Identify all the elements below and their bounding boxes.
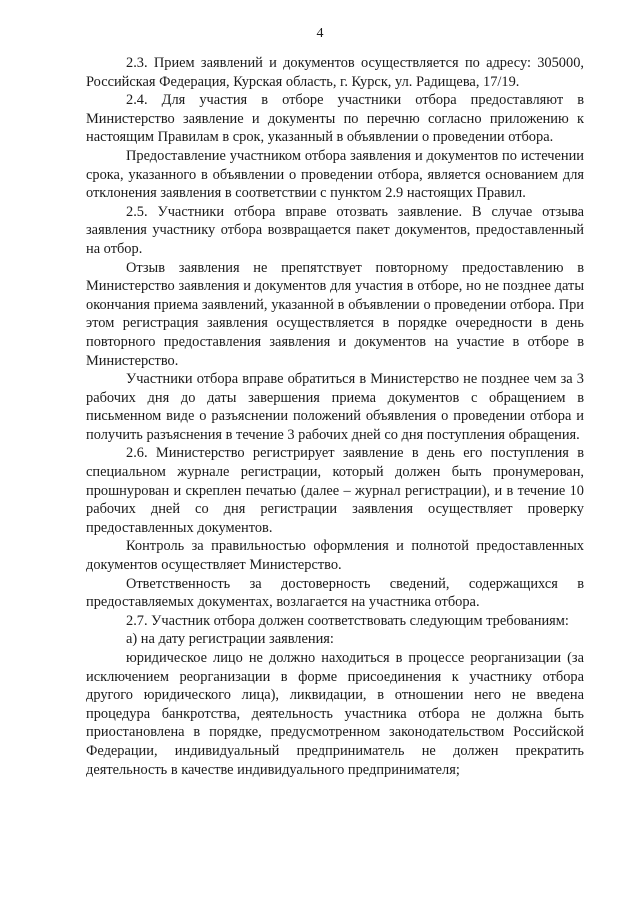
paragraph-late-submission: Предоставление участником отбора заявления и документов по истечении срока, указанного в объявлении о проведении отбора, является основанием для отклонения заявления в соответствии с пунктом 2.9 настоящих Правил. xyxy=(86,147,584,202)
paragraph-responsibility: Ответственность за достоверность сведений, содержащихся в предоставляемых документах, возлагается на участника отбора. xyxy=(86,575,584,611)
paragraph-legal-entity: юридическое лицо не должно находиться в процессе реорганизации (за исключением реорганизации в форме присоединения к участнику отбора другого юридического лица), ликвидации, в отношении него не введена процедура банкротства, деятельность участника отбора не должна быть приостановлена в порядке, предусмотренном законодательством Российской Федерации, индивидуальный предприниматель не должен прекратить деятельность в качестве индивидуального предпринимателя; xyxy=(86,650,584,778)
paragraph-control: Контроль за правильностью оформления и полнотой предоставленных документов осуществляет Министерство. xyxy=(86,538,584,574)
paragraph-2-5: 2.5. Участники отбора вправе отозвать заявление. В случае отзыва заявления участнику отбора возвращается пакет документов, предоставленный на отбор. xyxy=(86,203,584,257)
paragraph-2-3: 2.3. Прием заявлений и документов осуществляется по адресу: 305000, Российская Федерация, Курская область, г. Курск, ул. Радищева, 17/19. xyxy=(86,55,584,90)
page-number: 4 xyxy=(316,26,324,41)
paragraph-2-7: 2.7. Участник отбора должен соответствовать следующим требованиям: xyxy=(126,612,569,629)
paragraph-2-4: 2.4. Для участия в отборе участники отбора предоставляют в Министерство заявление и документы по перечню согласно приложению к настоящим Правилам в срок, указанный в объявлении о проведении отбора. xyxy=(86,92,584,146)
paragraph-item-a: а) на дату регистрации заявления: xyxy=(126,631,334,648)
paragraph-clarification: Участники отбора вправе обратиться в Министерство не позднее чем за 3 рабочих дня до даты завершения приема документов с обращением в письменном виде о разъяснении положений объявления о проведении отбора и получить разъяснения в течение 3 рабочих дней со дня поступления обращения. xyxy=(86,371,584,443)
paragraph-withdrawal: Отзыв заявления не препятствует повторному предоставлению в Министерство заявления и документов для участия в отборе, но не позднее даты окончания приема заявлений, указанной в объявлении о проведении отбора. При этом регистрация заявления осуществляется в порядке очередности в день повторного предоставления заявления и документов на участие в отборе в Министерство. xyxy=(86,259,584,369)
document-body xyxy=(86,54,584,779)
paragraph-2-6: 2.6. Министерство регистрирует заявление в день его поступления в специальном журнале регистрации, который должен быть пронумерован, прошнурован и скреплен печатью (далее – журнал регистрации), и в течение 10 рабочих дней со дня регистрации заявления осуществляет проверку предоставленных документов. xyxy=(86,445,584,536)
